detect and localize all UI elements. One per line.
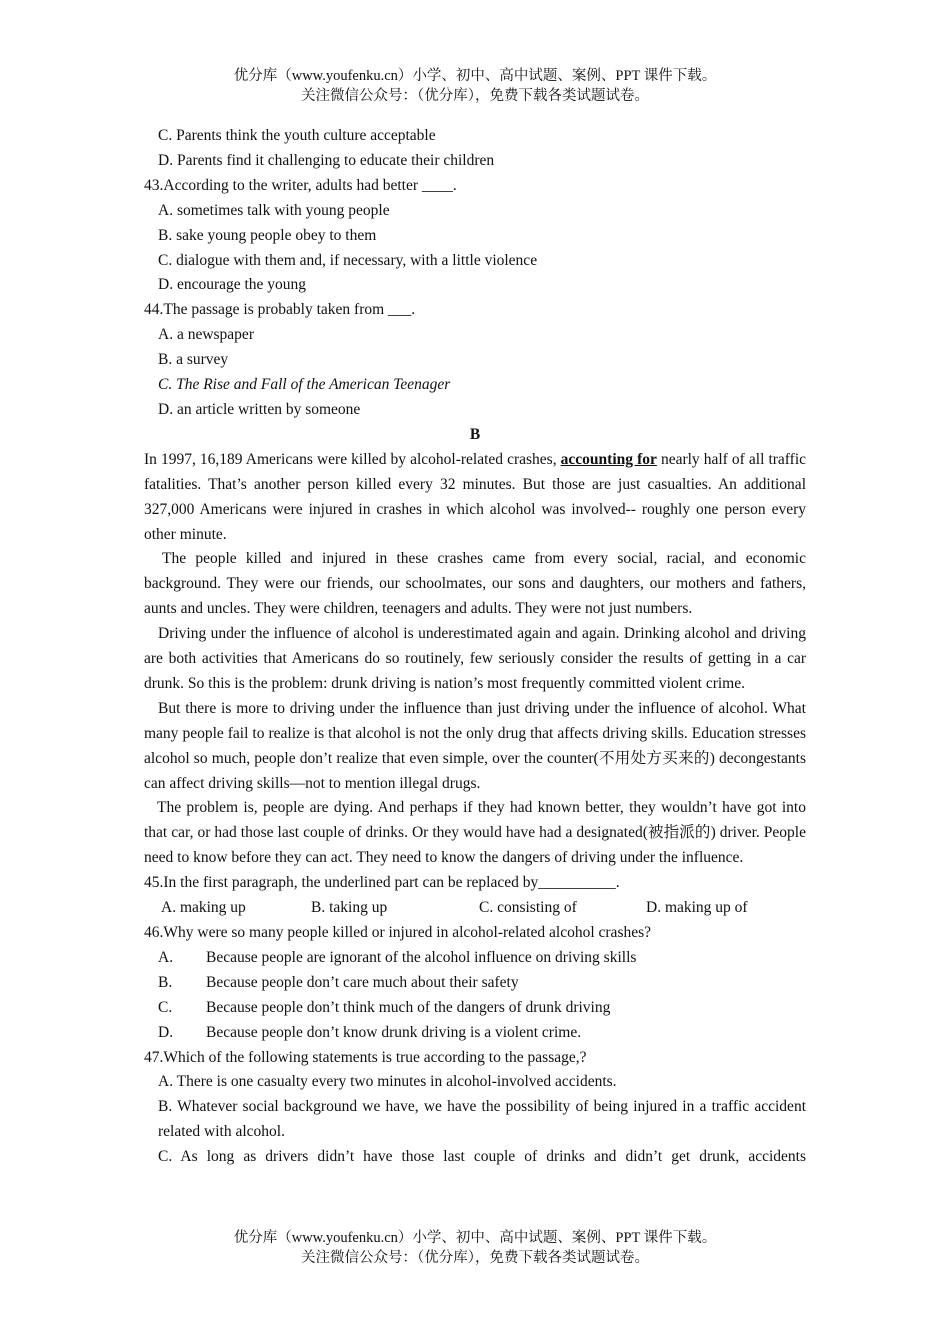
section-b-heading: B — [469, 425, 481, 443]
passage-paragraph-2: The people killed and injured in these crashes came from every social, racial, and economic background. They were our friends, our schoolmates, our sons and daughters, our mothers and fathers, aunts and uncles. They were children, teenagers and adults. They were not just numbers. — [144, 550, 806, 618]
q46-option-d — [144, 1021, 806, 1046]
q46-option-c — [144, 996, 806, 1021]
q43-stem: 43.According to the writer, adults had better ____. — [144, 176, 457, 194]
underlined-phrase: accounting for — [560, 450, 657, 468]
passage-paragraph-4: But there is more to driving under the influence than just driving under the influence of alcohol. What many people fail to realize is that alcohol is not the only drug that affects driving skills. Education stresses alcohol so much, people don’t realize that even simple, over the counter(不用处方买来的) decongestants can affect driving skills—not to mention illegal drugs. — [144, 699, 806, 792]
q44-option-d: D. an article written by someone — [158, 400, 361, 418]
option-label: D. — [158, 1023, 174, 1041]
document-body — [144, 124, 806, 1170]
option-text: Because people don’t care much about their safety — [206, 973, 519, 991]
q45-option-b: B. taking up — [311, 899, 388, 917]
q43-option-a: A. sometimes talk with young people — [158, 201, 390, 219]
header-line-1: 优分库（www.youfenku.cn）小学、初中、高中试题、案例、PPT 课件下载。 — [233, 68, 717, 84]
passage-paragraph-1 — [144, 448, 806, 548]
q46-option-b — [144, 971, 806, 996]
p1-text-after: nearly half of all traffic fatalities. That’s another person killed every 32 minutes. But those are just casualties. An additional 327,000 Americans were injured in crashes in which alcohol was involved-- roughly one person every other minute. — [144, 450, 807, 543]
q45-option-a: A. making up — [161, 899, 246, 917]
option-text: Because people are ignorant of the alcohol influence on driving skills — [206, 948, 637, 966]
option-label: A. — [158, 948, 174, 966]
page-header — [0, 66, 950, 106]
passage-paragraph-3: Driving under the influence of alcohol is underestimated again and again. Drinking alcohol and driving are both activities that Americans do so routinely, few seriously consider the results of getting in a car drunk. So this is the problem: drunk driving is nation’s most frequently committed violent crime. — [144, 625, 806, 692]
footer-line-2: 关注微信公众号：（优分库），免费下载各类试题试卷。 — [301, 1250, 649, 1266]
q47-option-c: C. As long as drivers didn’t have those last couple of drinks and didn’t get drunk, accidents — [158, 1148, 806, 1166]
q46-option-a — [144, 946, 806, 971]
q45-stem: 45.In the first paragraph, the underlined part can be replaced by__________. — [144, 874, 620, 892]
q43-option-d: D. encourage the young — [158, 276, 307, 294]
option-label: C. — [158, 998, 173, 1016]
q45-options — [144, 896, 806, 921]
q42-option-d: D. Parents find it challenging to educate their children — [158, 151, 495, 169]
q45-option-c: C. consisting of — [479, 899, 577, 917]
q47-option-b: B. Whatever social background we have, we have the possibility of being injured in a traffic accident related with alcohol. — [158, 1098, 806, 1141]
q44-stem: 44.The passage is probably taken from ___. — [144, 301, 416, 319]
q42-option-c: C. Parents think the youth culture acceptable — [158, 127, 436, 144]
passage-paragraph-5: The problem is, people are dying. And perhaps if they had known better, they wouldn’t have got into that car, or had those last couple of drinks. Or they would have had a designated(被指派的) driver. People need to know before they can act. They need to know the dangers of driving under the influence. — [144, 799, 806, 867]
page-footer — [0, 1228, 950, 1268]
option-text: Because people don’t think much of the dangers of drunk driving — [206, 998, 611, 1016]
q44-option-c: C. The Rise and Fall of the American Teenager — [158, 376, 451, 394]
q46-stem: 46.Why were so many people killed or injured in alcohol-related alcohol crashes? — [144, 924, 652, 941]
footer-line-1: 优分库（www.youfenku.cn）小学、初中、高中试题、案例、PPT 课件下载。 — [233, 1230, 717, 1246]
q47-option-a: A. There is one casualty every two minutes in alcohol-involved accidents. — [158, 1073, 617, 1091]
option-text: Because people don’t know drunk driving is a violent crime. — [206, 1023, 582, 1041]
option-label: B. — [158, 973, 173, 991]
q43-option-b: B. sake young people obey to them — [158, 226, 377, 244]
q44-option-b: B. a survey — [158, 351, 229, 369]
q44-option-a: A. a newspaper — [158, 326, 254, 344]
header-line-2: 关注微信公众号：（优分库），免费下载各类试题试卷。 — [301, 88, 649, 104]
p1-text-before: In 1997, 16,189 Americans were killed by alcohol-related crashes, — [144, 450, 557, 468]
q43-option-c: C. dialogue with them and, if necessary, with a little violence — [158, 251, 538, 269]
q47-stem: 47.Which of the following statements is true according to the passage,? — [144, 1048, 587, 1066]
q45-option-d: D. making up of — [646, 899, 748, 917]
